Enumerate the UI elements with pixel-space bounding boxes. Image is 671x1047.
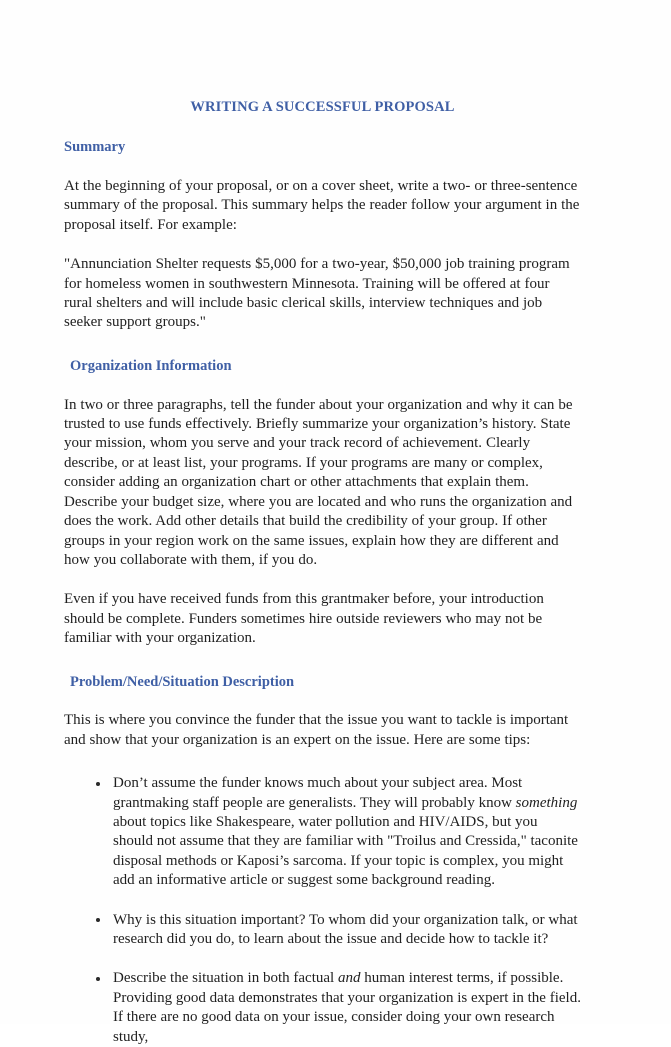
list-item-emphasis: and — [337, 970, 361, 987]
list-item-text-part1: Don’t assume the funder knows much about your subject area. Most grantmaking staff people are generalists. They will probably know — [113, 775, 523, 811]
list-item-text-part2: about topics like Shakespeare, water pollution and HIV/AIDS, but you should not assume that they are familiar with "Troilus and Cressida," taconite disposal methods or Kaposi’s sarcoma. If your topic is complex, you might add an informative article or suggest some background reading. — [113, 814, 578, 889]
paragraph-summary-intro: At the beginning of your proposal, or on a cover sheet, write a two- or three-sentence summary of the proposal. This summary helps the reader follow your argument in the proposal itself. For example: — [64, 177, 580, 233]
paragraph-organization-repeat-funder: Even if you have received funds from this grantmaker before, your introduction should be complete. Funders sometimes hire outside reviewers who may not be familiar with your organization. — [64, 591, 544, 647]
list-item-text-part1: Describe the situation in both factual — [113, 970, 338, 987]
tips-list — [64, 774, 581, 1047]
spacer — [64, 235, 581, 255]
spacer — [64, 376, 581, 396]
spacer — [64, 570, 581, 590]
spacer — [64, 333, 581, 357]
paragraph-organization-overview: In two or three paragraphs, tell the funder about your organization and why it can be trusted to use funds effectively. Briefly summarize your organization’s history. State your mission, whom you serve and your track record of achievement. Clearly describe, or at least list, your programs. If your programs are many or complex, consider adding an organization chart or other attachments that explain them. Describe your budget size, where you are located and who runs the organization and does the work. Add other details that build the credibility of your group. If other groups in your region work on the same issues, explain how they are different and how you collaborate with them, if you do. — [64, 396, 573, 568]
spacer — [64, 750, 581, 774]
bullet-icon — [96, 782, 100, 786]
paragraph-summary-example: "Annunciation Shelter requests $5,000 for a two-year, $50,000 job training program for homeless women in southwestern Minnesota. Training will be offered at four rural shelters and will include basic clerical skills, interview techniques and job seeker support groups." — [64, 256, 570, 331]
section-heading-organization-information: Organization Information — [70, 357, 232, 374]
bullet-icon — [96, 977, 100, 981]
list-item-text-part1: Why is this situation important? To whom did your organization talk, or what research did you do, to learn about the issue and decide how to tackle it? — [113, 911, 578, 948]
bullet-icon — [96, 918, 100, 922]
spacer — [64, 649, 581, 673]
list-item-emphasis: something — [515, 794, 578, 811]
list-item — [64, 911, 581, 950]
document-content — [64, 98, 581, 1047]
page-title: WRITING A SUCCESSFUL PROPOSAL — [190, 99, 455, 115]
spacer — [64, 157, 581, 177]
section-heading-summary: Summary — [64, 139, 126, 156]
section-heading-problem-need-situation: Problem/Need/Situation Description — [70, 673, 295, 690]
list-item — [64, 774, 581, 890]
paragraph-problem-intro: This is where you convince the funder that the issue you want to tackle is important and show that your organization is an expert on the issue. Here are some tips: — [64, 712, 569, 748]
list-item — [64, 969, 581, 1047]
list-item-text-part2: human interest terms, if possible. Providing good data demonstrates that your organization is expert in the field. If there are no good data on your issue, consider doing your own research study, — [113, 970, 581, 1045]
spacer — [64, 691, 581, 711]
